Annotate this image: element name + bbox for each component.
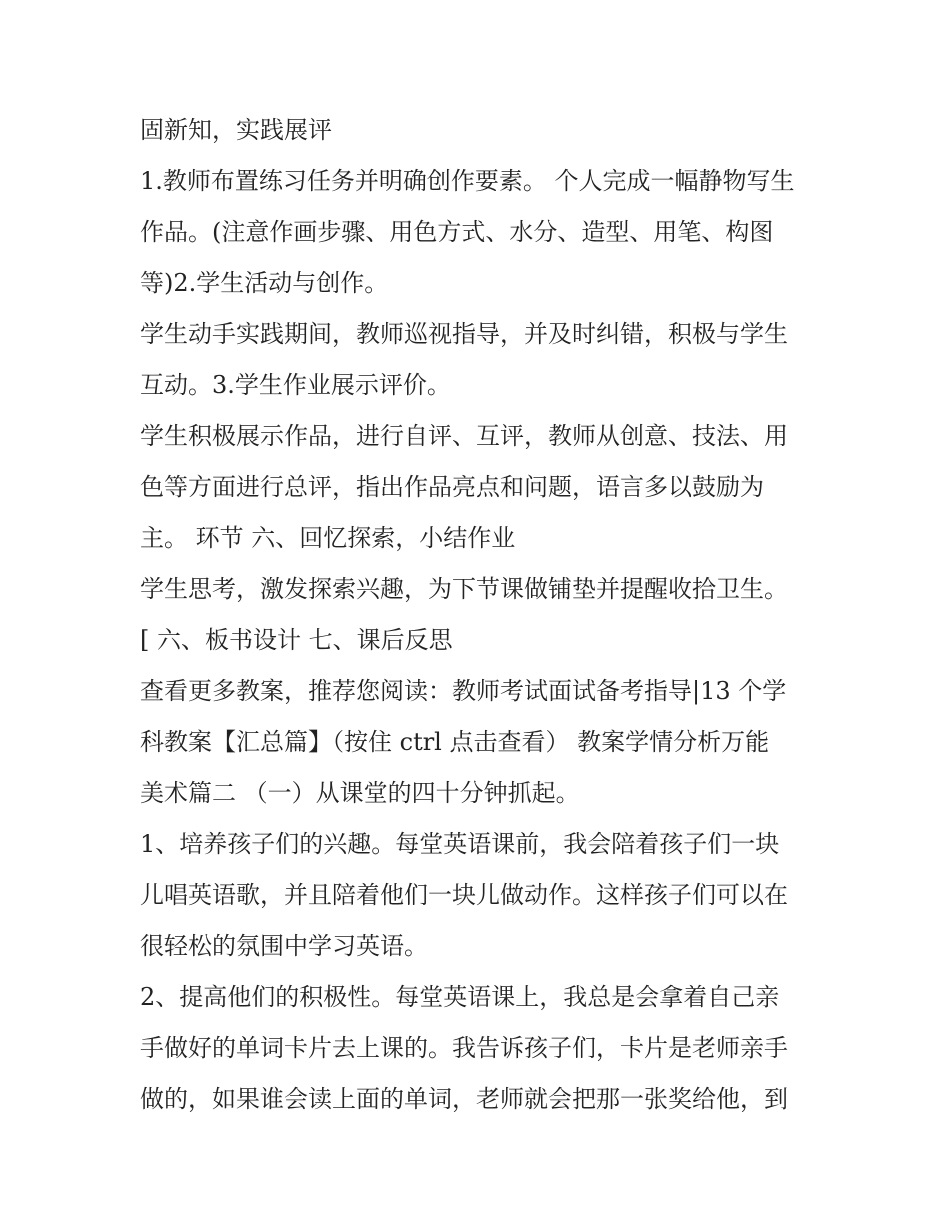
text-line: 1、培养孩子们的兴趣。每堂英语课前，我会陪着孩子们一块 (140, 830, 780, 858)
text-line: 互动。3.学生作业展示评价。 (140, 371, 451, 399)
text-line: 学生思考，激发探索兴趣，为下节课做铺垫并提醒收拾卫生。 (140, 575, 788, 603)
text-line: 科教案【汇总篇】（按住 ctrl 点击查看） 教案学情分析万能 (140, 728, 770, 756)
text-line: 固新知，实践展评 (140, 116, 332, 144)
text-line: 主。 环节 六、回忆探索，小结作业 (140, 524, 516, 552)
text-line: 学生动手实践期间，教师巡视指导，并及时纠错，积极与学生 (140, 320, 788, 348)
text-line: [ 六、板书设计 七、课后反思 (140, 626, 453, 654)
text-line: 2、提高他们的积极性。每堂英语课上，我总是会拿着自己亲 (140, 983, 780, 1011)
text-line: 儿唱英语歌，并且陪着他们一块儿做动作。这样孩子们可以在 (140, 881, 788, 909)
text-line: 学生积极展示作品，进行自评、互评，教师从创意、技法、用 (140, 422, 788, 450)
text-line: 查看更多教案，推荐您阅读：教师考试面试备考指导|13 个学 (140, 677, 787, 705)
text-line: 作品。(注意作画步骤、用色方式、水分、造型、用笔、构图 (140, 218, 774, 246)
document-body (140, 110, 820, 1130)
text-line: 做的，如果谁会读上面的单词，老师就会把那一张奖给他，到 (140, 1085, 788, 1113)
text-line: 1.教师布置练习任务并明确创作要素。 个人完成一幅静物写生 (140, 167, 795, 195)
text-line: 等)2.学生活动与创作。 (140, 269, 389, 297)
text-line: 手做好的单词卡片去上课的。我告诉孩子们，卡片是老师亲手 (140, 1034, 788, 1062)
text-line: 美术篇二 （一）从课堂的四十分钟抓起。 (140, 779, 580, 807)
text-line: 色等方面进行总评，指出作品亮点和问题，语言多以鼓励为 (140, 473, 764, 501)
text-line: 很轻松的氛围中学习英语。 (140, 932, 428, 960)
